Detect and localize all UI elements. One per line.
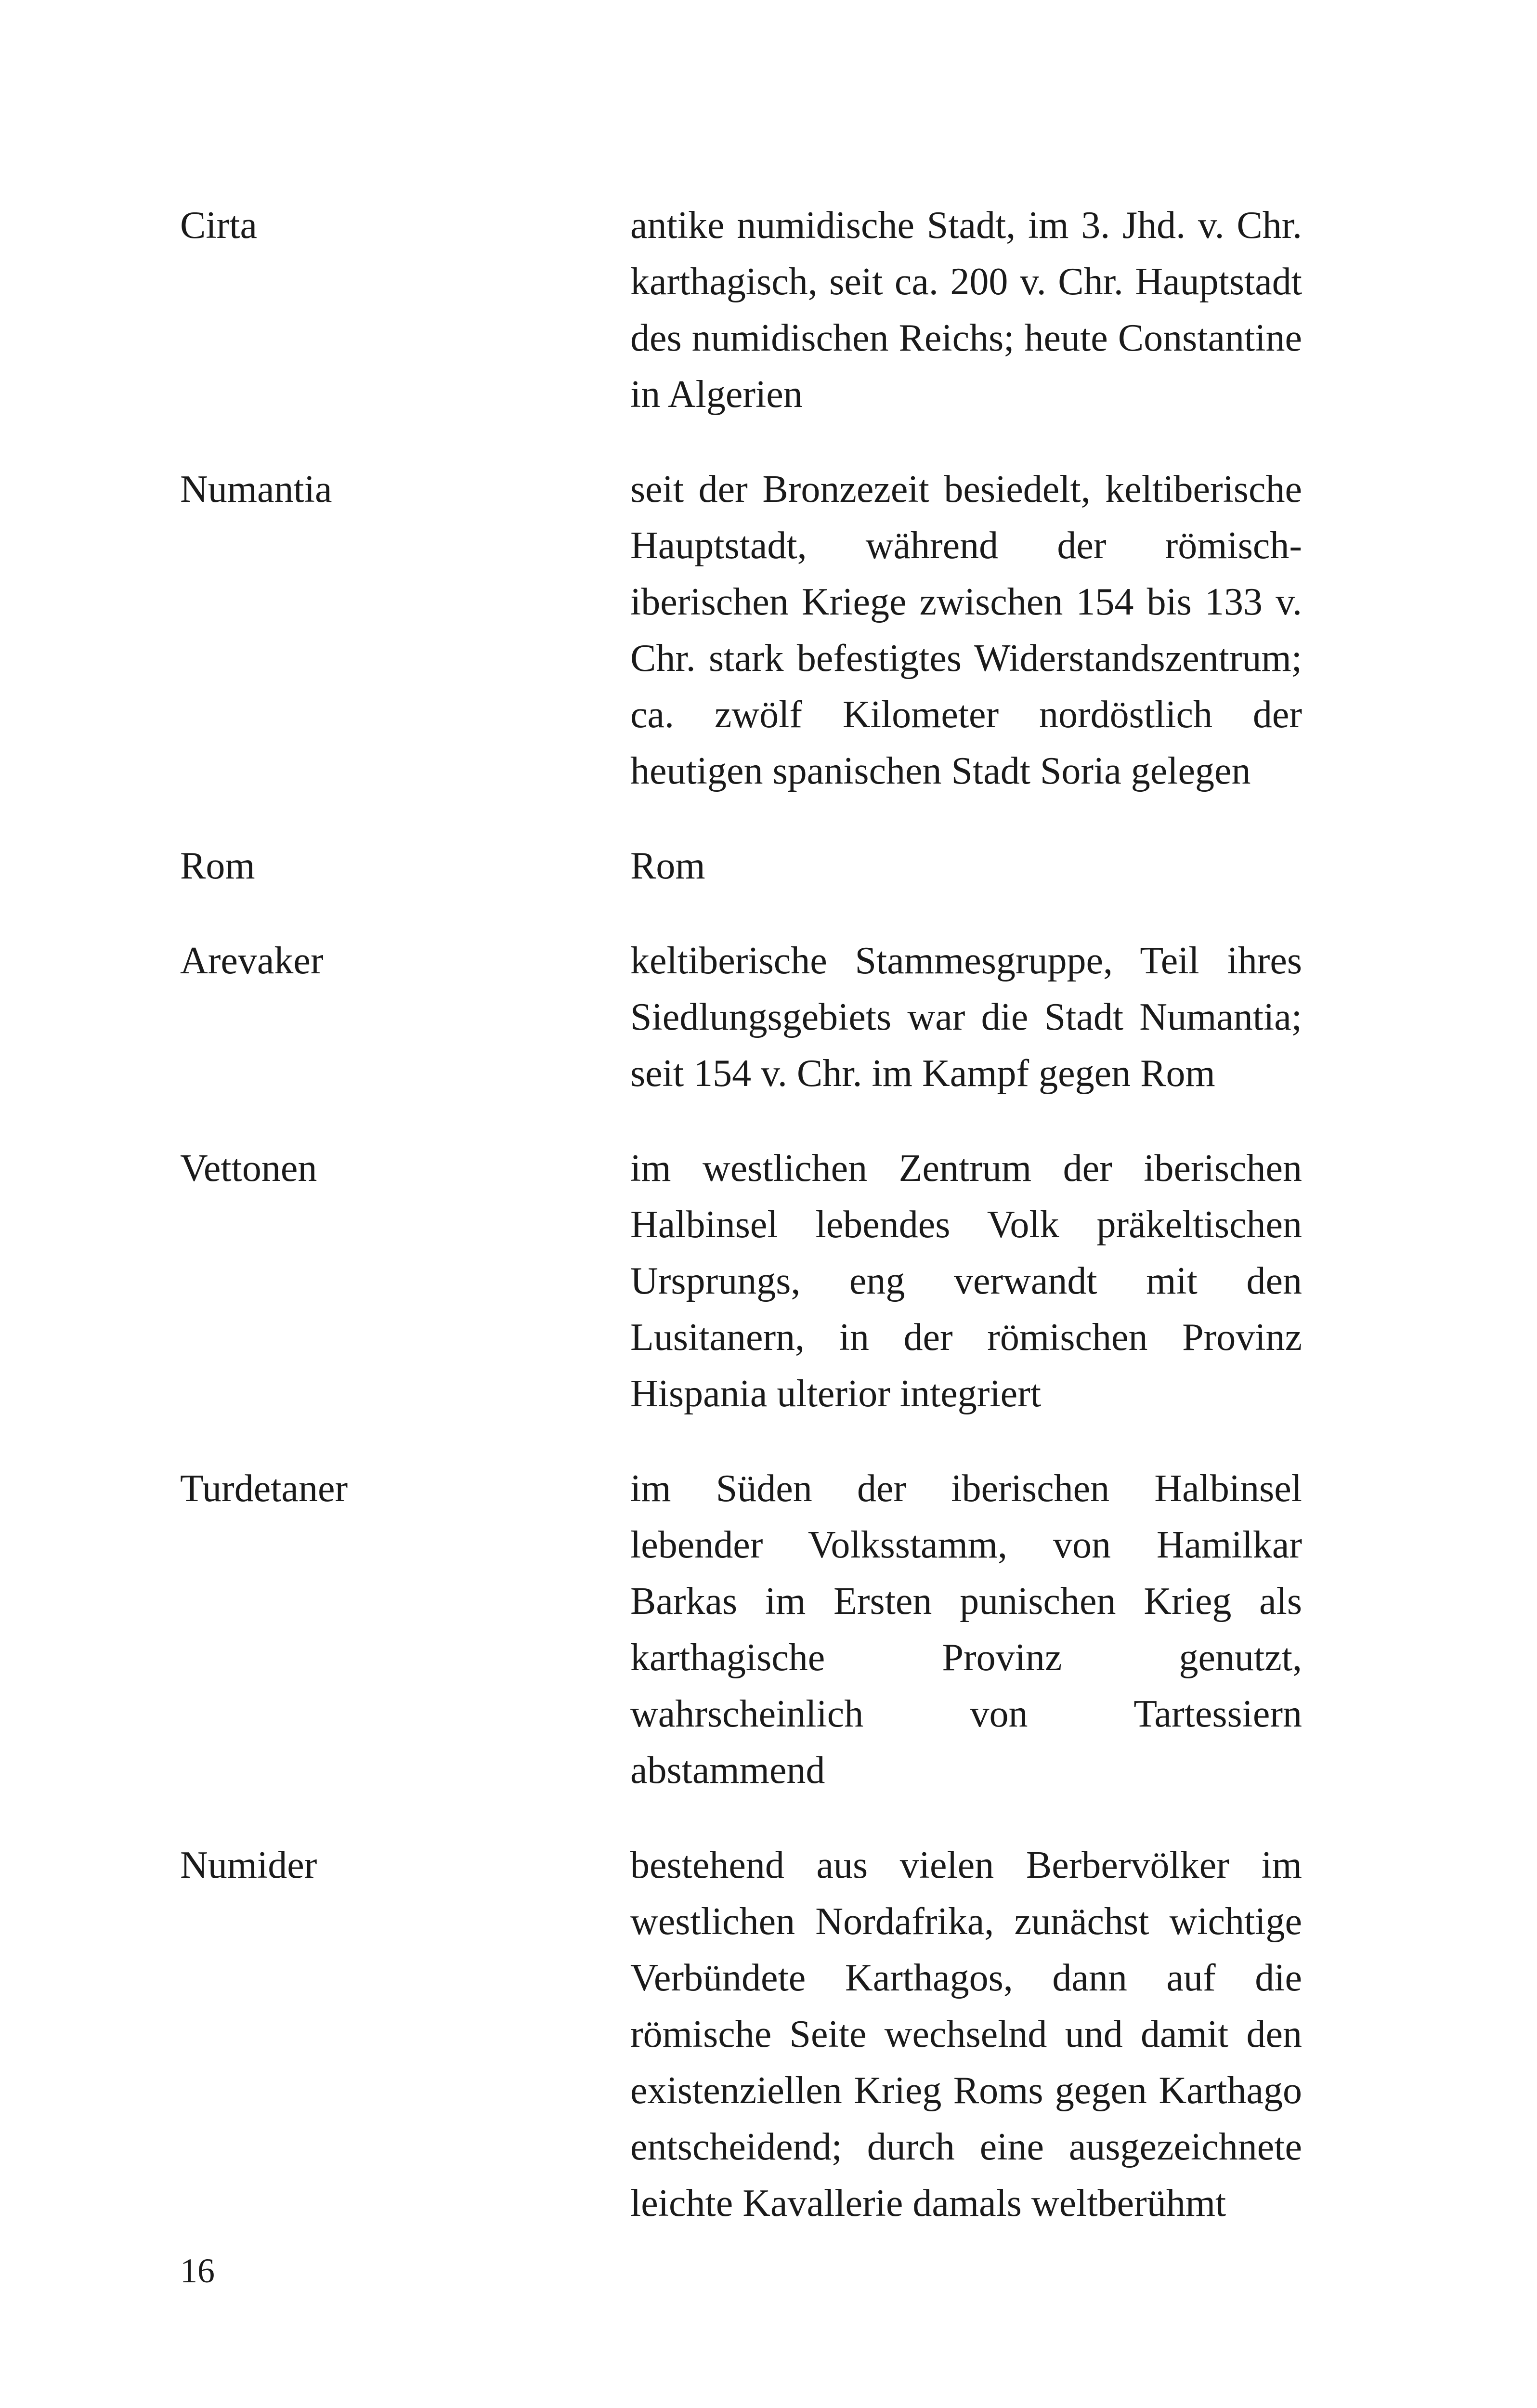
glossary-entry-arevaker <box>180 933 1302 1102</box>
glossary-term: Vettonen <box>180 1147 317 1190</box>
glossary-definition: keltiberische Stammesgruppe, Teil ihres Siedlungsgebiets war die Stadt Numantia; seit 154 v. Chr. im Kampf gegen Rom <box>630 940 1302 1095</box>
glossary-entry-numider <box>180 1837 1302 2232</box>
glossary-term: Cirta <box>180 204 257 247</box>
page-number: 16 <box>180 2251 215 2290</box>
glossary-entry-vettonen <box>180 1140 1302 1422</box>
glossary-definition: bestehend aus vielen Berbervölker im westlichen Nordafrika, zunächst wichtige Verbündete Karthagos, dann auf die römische Seite wechselnd und damit den existenziellen Krieg Roms gegen Karthago entscheidend; durch eine ausgezeichnete leichte Kavallerie damals weltberühmt <box>630 1844 1302 2225</box>
glossary-term: Rom <box>180 845 255 887</box>
glossary-entry-numantia <box>180 461 1302 799</box>
glossary-entry-rom <box>180 838 1302 894</box>
glossary-entry-turdetaner <box>180 1461 1302 1799</box>
glossary-term: Arevaker <box>180 940 324 982</box>
glossary-list <box>180 197 1302 2270</box>
glossary-definition: Rom <box>630 845 705 887</box>
glossary-definition: im Süden der iberischen Halbinsel lebender Volksstamm, von Hamilkar Barkas im Ersten punischen Krieg als karthagische Provinz genutzt, wahrscheinlich von Tartessiern abstammend <box>630 1467 1302 1792</box>
glossary-term: Turdetaner <box>180 1467 348 1510</box>
glossary-term: Numantia <box>180 468 332 510</box>
glossary-definition: im westlichen Zentrum der iberischen Halbinsel lebendes Volk präkeltischen Ursprungs, eng verwandt mit den Lusitanern, in der römischen Provinz Hispania ulterior integriert <box>630 1147 1302 1415</box>
glossary-term: Numider <box>180 1844 317 1886</box>
glossary-definition: seit der Bronzezeit besiedelt, keltiberische Hauptstadt, während der römisch-iberischen Kriege zwischen 154 bis 133 v. Chr. stark befestigtes Widerstandszentrum; ca. zwölf Kilometer nordöstlich der heutigen spanischen Stadt Soria gelegen <box>630 468 1302 792</box>
glossary-definition: antike numidische Stadt, im 3. Jhd. v. Chr. karthagisch, seit ca. 200 v. Chr. Hauptstadt des numidischen Reichs; heute Constantine in Algerien <box>630 204 1302 416</box>
glossary-entry-cirta <box>180 197 1302 423</box>
